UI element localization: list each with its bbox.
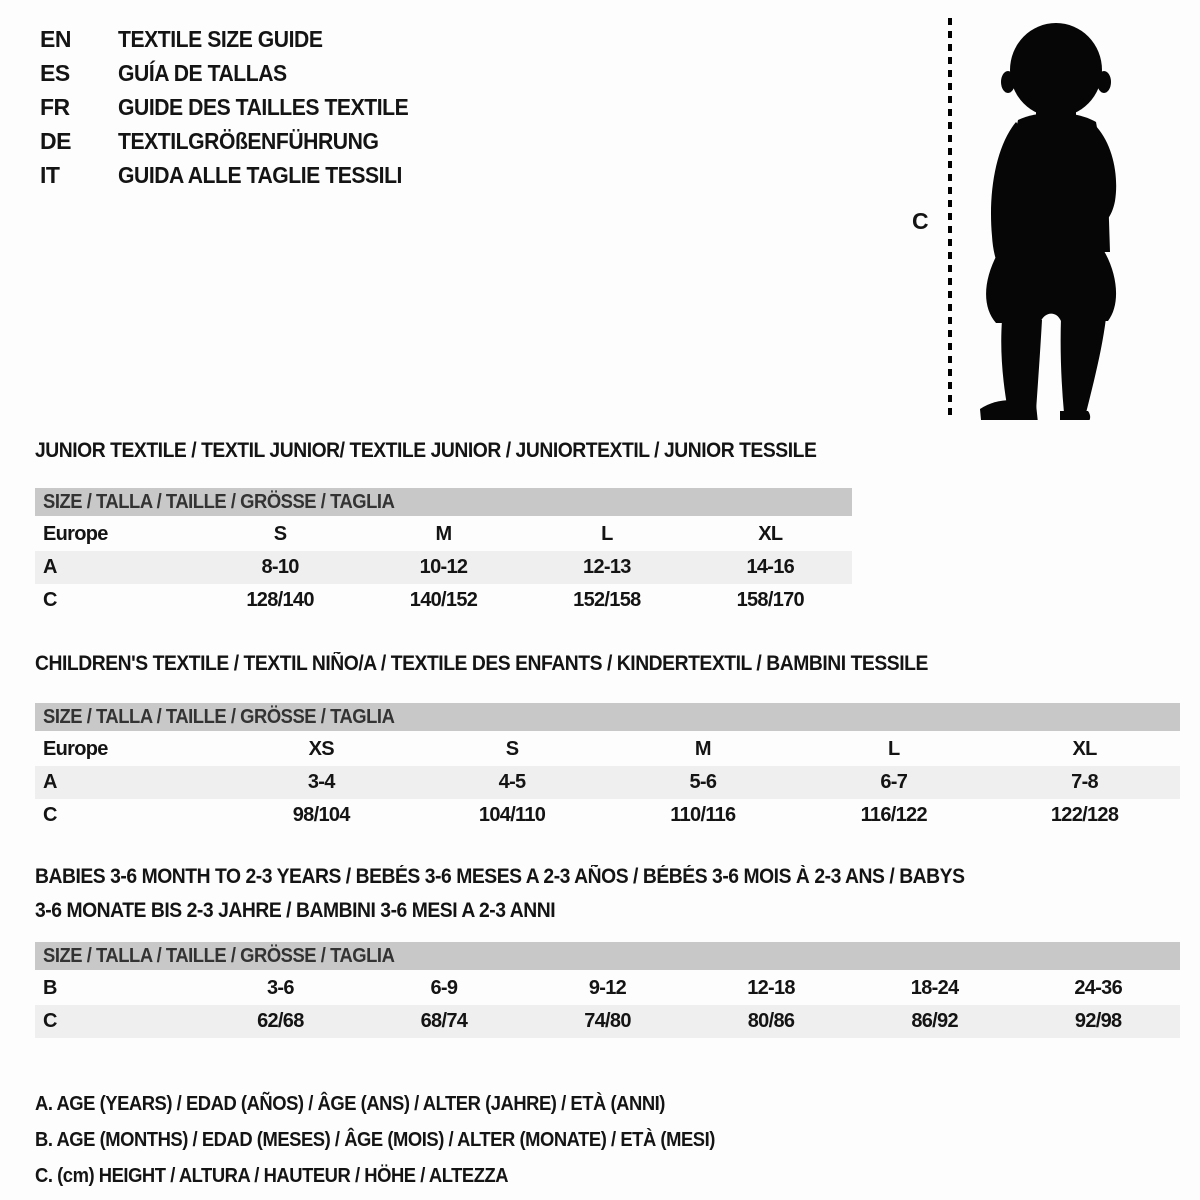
row-label: C — [43, 804, 57, 826]
junior-section-title — [35, 434, 1200, 468]
row-label: A — [43, 771, 57, 793]
language-row — [40, 26, 434, 60]
size-cell: M — [435, 523, 452, 545]
size-header-bar — [35, 703, 1180, 731]
height-cell: 92/98 — [1074, 1010, 1122, 1032]
height-dashed-line — [948, 18, 952, 418]
size-cell: M — [694, 738, 711, 760]
age-cell: 18-24 — [910, 977, 959, 999]
junior-size-table — [35, 518, 852, 617]
height-cell: 116/122 — [860, 804, 927, 826]
height-cell: 98/104 — [292, 804, 350, 826]
height-cell: 152/158 — [573, 589, 641, 611]
language-row — [40, 94, 434, 128]
size-cell: L — [887, 738, 900, 760]
height-cell: 62/68 — [257, 1010, 304, 1032]
row-label: C — [43, 1010, 57, 1032]
age-cell: 9-12 — [588, 977, 627, 999]
age-cell: 8-10 — [261, 556, 299, 578]
language-code: ES — [40, 60, 70, 86]
table-row — [35, 584, 852, 617]
language-row — [40, 128, 434, 162]
age-cell: 24-36 — [1074, 977, 1123, 999]
size-cell: S — [273, 523, 287, 545]
table-row — [35, 551, 852, 584]
size-cell: XL — [1072, 738, 1097, 760]
babies-section-title-text: BABIES 3-6 MONTH TO 2-3 YEARS / BEBÉS 3-6 MESES A 2-3 AÑOS / BÉBÉS 3-6 MOIS À 2-3 ANS / BABYS 3-6 MONATE BIS 2-3 JAHRE / BAMBINI 3-6 MESI A 2-3 ANNI — [35, 865, 970, 922]
age-cell: 7-8 — [1071, 771, 1098, 793]
row-label: Europe — [43, 523, 108, 545]
height-measure-figure — [900, 12, 1170, 424]
height-cell: 68/74 — [420, 1010, 468, 1032]
height-cell: 158/170 — [736, 589, 804, 611]
language-code: DE — [40, 128, 71, 154]
language-title-list — [40, 26, 434, 196]
size-header-text: SIZE / TALLA / TAILLE / GRÖSSE / TAGLIA — [43, 491, 395, 513]
table-row — [35, 733, 1180, 766]
table-row — [35, 518, 852, 551]
legend-line-a — [35, 1086, 1200, 1122]
row-label: C — [43, 589, 57, 611]
age-cell: 14-16 — [746, 556, 795, 578]
legend-a-text: A. AGE (YEARS) / EDAD (AÑOS) / ÂGE (ANS) / ALTER (JAHRE) / ETÀ (ANNI) — [35, 1093, 665, 1115]
age-cell: 3-6 — [266, 977, 294, 999]
legend-c-text: C. (cm) HEIGHT / ALTURA / HAUTEUR / HÖHE / ALTEZZA — [35, 1165, 509, 1187]
size-cell: S — [505, 738, 519, 760]
age-cell: 12-13 — [583, 556, 631, 578]
toddler-silhouette-icon — [966, 20, 1142, 420]
language-code: EN — [40, 26, 71, 52]
age-cell: 6-7 — [880, 771, 908, 793]
junior-section-title-text: JUNIOR TEXTILE / TEXTIL JUNIOR/ TEXTILE JUNIOR / JUNIORTEXTIL / JUNIOR TESSILE — [35, 439, 817, 462]
babies-size-table — [35, 972, 1180, 1038]
language-code: IT — [40, 162, 60, 188]
height-cell: 110/116 — [670, 804, 736, 826]
size-cell: XL — [758, 523, 783, 545]
height-cell: 104/110 — [478, 804, 546, 826]
height-cell: 128/140 — [246, 589, 314, 611]
children-section-title-text: CHILDREN'S TEXTILE / TEXTIL NIÑO/A / TEXTILE DES ENFANTS / KINDERTEXTIL / BAMBINI TESSILE — [35, 652, 928, 675]
language-code: FR — [40, 94, 70, 120]
height-cell: 86/92 — [911, 1010, 958, 1032]
children-textile-section — [35, 647, 1200, 832]
size-cell: XS — [308, 738, 334, 760]
age-cell: 10-12 — [419, 556, 468, 578]
language-title: GUIDA ALLE TAGLIE TESSILI — [118, 162, 402, 188]
table-row — [35, 799, 1180, 832]
row-label: A — [43, 556, 57, 578]
size-header-text: SIZE / TALLA / TAILLE / GRÖSSE / TAGLIA — [43, 945, 395, 967]
legend-line-c — [35, 1158, 1200, 1194]
height-cell: 140/152 — [409, 589, 478, 611]
size-header-text: SIZE / TALLA / TAILLE / GRÖSSE / TAGLIA — [43, 706, 395, 728]
height-cell: 122/128 — [1050, 804, 1119, 826]
language-title: TEXTILGRÖßENFÜHRUNG — [118, 128, 379, 154]
row-label: B — [43, 977, 57, 999]
children-size-table — [35, 733, 1180, 832]
children-section-title — [35, 647, 1200, 681]
junior-textile-section — [35, 434, 1200, 617]
size-cell: L — [601, 523, 613, 545]
age-cell: 5-6 — [689, 771, 717, 793]
size-header-bar — [35, 942, 1180, 970]
legend-line-b — [35, 1122, 1200, 1158]
table-row — [35, 1005, 1180, 1038]
language-row — [40, 60, 434, 94]
language-row — [40, 162, 434, 196]
measure-legend — [35, 1086, 1200, 1194]
age-cell: 3-4 — [307, 771, 335, 793]
legend-b-text: B. AGE (MONTHS) / EDAD (MESES) / ÂGE (MOIS) / ALTER (MONATE) / ETÀ (MESI) — [35, 1129, 715, 1151]
table-row — [35, 766, 1180, 799]
language-title: TEXTILE SIZE GUIDE — [118, 26, 323, 52]
language-title: GUIDE DES TAILLES TEXTILE — [118, 94, 409, 120]
row-label: Europe — [43, 738, 108, 760]
age-cell: 4-5 — [498, 771, 526, 793]
table-row — [35, 972, 1180, 1005]
height-cell: 74/80 — [584, 1010, 631, 1032]
age-cell: 6-9 — [430, 977, 458, 999]
height-cell: 80/86 — [747, 1010, 795, 1032]
size-header-bar — [35, 488, 852, 516]
babies-section-title — [35, 860, 1200, 928]
age-cell: 12-18 — [747, 977, 795, 999]
measure-c-label: C — [912, 208, 929, 234]
language-title: GUÍA DE TALLAS — [118, 60, 287, 86]
babies-textile-section — [35, 860, 1200, 1038]
page-header — [0, 0, 1200, 430]
